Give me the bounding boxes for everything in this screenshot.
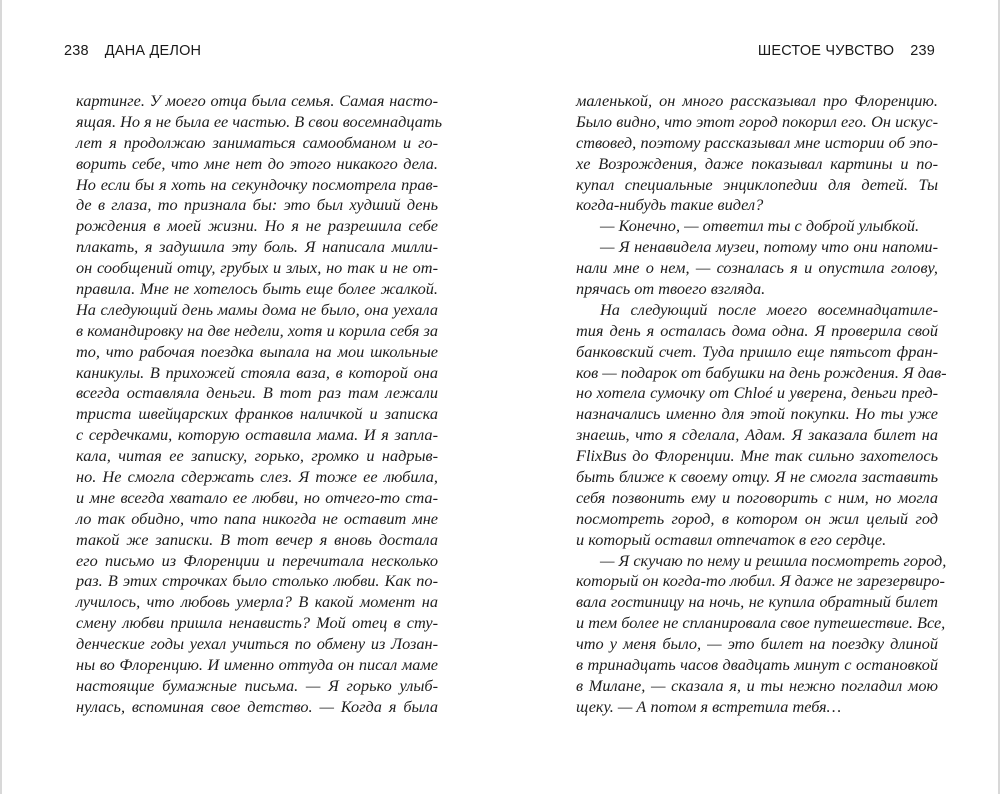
text-line: купал специальные энциклопедии для детей. Ты <box>576 174 938 194</box>
text-line: и мне всегда хватало ее любви, но отчего-то ста- <box>76 487 438 507</box>
right-page-body <box>576 91 947 718</box>
text-line: кала, читая ее записку, горько, громко и надрыв- <box>76 446 438 466</box>
text-line: посмотреть город, в котором он жил целый год <box>576 508 938 528</box>
text-line: себя позвонить ему и поговорить с ним, но могла <box>576 487 938 507</box>
text-line: — Я ненавидела музеи, потому что они напоми- <box>600 237 938 257</box>
text-line: лучилось, что любовь умерла? В какой момент на <box>76 592 438 612</box>
left-running-head <box>64 43 201 59</box>
text-line: де в глаза, то признала бы: это был худший день <box>76 195 438 215</box>
text-line: его письмо из Флоренции и перечитала несколько <box>76 550 438 570</box>
text-line: На следующий после моего восемнадцатиле- <box>600 299 938 319</box>
text-line: тия день я осталась дома одна. Я проверила свой <box>576 320 938 340</box>
text-line: На следующий день мамы дома не было, она уехала <box>76 299 438 319</box>
text-line: с сердечками, которую оставила мама. И я запла- <box>76 425 438 445</box>
text-line: маленькой, он много рассказывал про Флоренцию. <box>576 91 938 110</box>
text-line: он сообщений отцу, грубых и злых, но так и не от- <box>76 258 438 278</box>
text-line: рождения в моей жизни. Но я не разрешила себе <box>76 216 438 236</box>
text-line: всегда оставляла деньги. В тот раз там лежали <box>76 383 438 403</box>
text-line: в тринадцать часов двадцать минут с остановкой <box>576 655 938 675</box>
text-line: то, что рабочая поездка выпала на мои школьные <box>76 341 438 361</box>
text-line: когда-нибудь такие видел? <box>576 195 764 215</box>
text-line: и который оставил отпечаток в его сердце. <box>576 529 887 549</box>
text-line: банковский счет. Туда пришло еще пятьсот фран- <box>576 341 938 361</box>
text-line: смену любви пришла ненависть? Мой отец в сту- <box>76 613 438 633</box>
text-line: хе Возрождения, даже показывал картины и по- <box>576 153 938 173</box>
text-line: ворить себе, что мне нет до этого никакого дела. <box>76 153 438 173</box>
text-line: плакать, я задушила эту боль. Я написала милли- <box>76 237 438 257</box>
text-line: картинге. У моего отца была семья. Самая насто- <box>76 91 438 110</box>
text-line: ло так обидно, что папа никогда не оставит мне <box>76 508 438 528</box>
text-line: знаешь, что я сделала, Адам. Я заказала билет на <box>576 425 938 445</box>
book-title: ШЕСТОЕ ЧУВСТВО <box>757 43 895 59</box>
text-line: и тем более не спланировала свое путешествие. Все, <box>576 613 946 633</box>
text-line: такой же записки. В тот вечер я вновь достала <box>76 529 438 549</box>
text-line: правила. Мне не хотелось быть еще более жалкой. <box>76 279 438 299</box>
text-line: ны во Флоренцию. И именно оттуда он писал маме <box>76 655 438 675</box>
right-running-head <box>758 43 935 59</box>
text-line: — Я скучаю по нему и решила посмотреть город, <box>600 550 947 570</box>
text-line: ков — подарок от бабушки на день рождения. Я дав- <box>576 362 947 382</box>
page-number: 238 <box>64 43 89 59</box>
author-name: ДАНА ДЕЛОН <box>104 43 202 59</box>
text-line: прячась от твоего взгляда. <box>576 279 766 299</box>
text-line: триста швейцарских франков наличкой и записка <box>76 404 438 424</box>
text-line: настоящие бумажные письма. — Я горько улыб- <box>76 675 438 695</box>
right-page <box>500 0 1000 794</box>
text-line: вала гостиницу на ночь, не купила обратный билет <box>576 592 938 612</box>
text-line: но. Не смогла сдержать слез. Я тоже ее любила, <box>76 467 438 487</box>
text-line: каникулы. В прихожей стояла ваза, в которой она <box>76 362 438 382</box>
text-line: нали мне о нем, — созналась я и опустила голову, <box>576 258 938 278</box>
page-number: 239 <box>910 43 935 59</box>
text-line: назначались именно для этой покупки. Но ты уже <box>576 404 938 424</box>
left-page-body <box>76 91 443 718</box>
text-line: быть ближе к своему отцу. Я не смогла заставить <box>576 467 938 487</box>
text-line: Было видно, что этот город покорил его. Он искус- <box>576 111 938 131</box>
text-line: в командировку на две недели, хотя и корила себя за <box>76 320 438 340</box>
text-line: но хотела сумочку от Chloé и уверена, деньги пред- <box>576 383 938 403</box>
text-line: в Милане, — сказала я, и ты нежно погладил мою <box>576 675 938 695</box>
text-line: что у меня было, — это билет на поездку длиной <box>576 634 938 654</box>
text-line: нулась, вспоминая свое детство. — Когда я была <box>76 696 438 716</box>
text-line: FlixBus до Флоренции. Мне так сильно захотелось <box>576 446 938 466</box>
text-line: денческие годы уехал учиться по обмену из Лозан- <box>76 634 438 654</box>
text-line: ящая. Но я не была ее частью. В свои восемнадцать <box>76 111 443 131</box>
text-line: Но если бы я хоть на секундочку посмотрела прав- <box>76 174 438 194</box>
text-line: который он когда-то любил. Я даже не зарезервиро- <box>576 571 945 591</box>
text-line: лет я продолжаю заниматься самообманом и го- <box>76 132 438 152</box>
text-line: щеку. — А потом я встретила тебя… <box>576 696 842 716</box>
text-line: раз. В этих строчках было столько любви. Как по- <box>76 571 438 591</box>
text-line: — Конечно, — ответил ты с доброй улыбкой. <box>600 216 920 236</box>
text-line: ствовед, поэтому рассказывал мне истории об эпо- <box>576 132 938 152</box>
